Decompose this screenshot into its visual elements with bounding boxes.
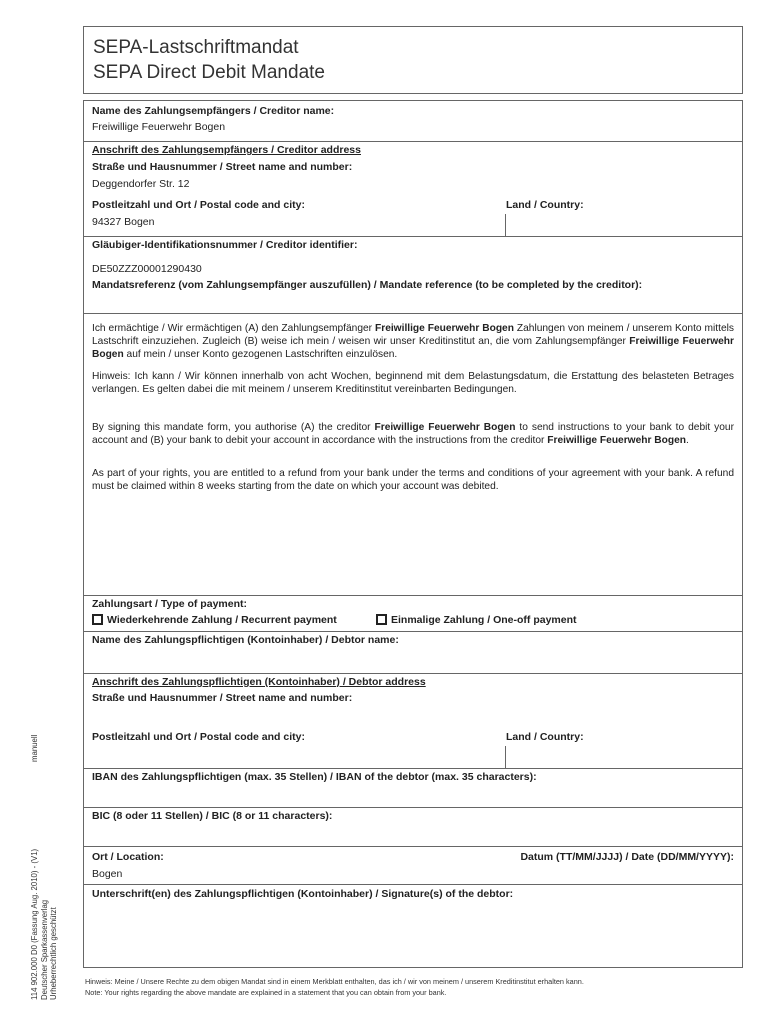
divider bbox=[84, 846, 742, 847]
title-box bbox=[83, 26, 743, 94]
divider bbox=[84, 807, 742, 808]
creditor-name-value: Freiwillige Feuerwehr Bogen bbox=[92, 121, 226, 133]
recurrent-payment-checkbox[interactable] bbox=[92, 614, 103, 625]
country-separator bbox=[505, 214, 506, 236]
divider bbox=[84, 313, 742, 314]
refund-note-english: As part of your rights, you are entitled to a refund from your bank under the terms and conditions of your agreement with your bank. A refund must be claimed within 8 weeks starting from the date on which your account was debited. bbox=[92, 468, 734, 492]
creditor-postal-value: 94327 Bogen bbox=[92, 216, 155, 228]
recurrent-payment-option[interactable]: Wiederkehrende Zahlung / Recurrent payment bbox=[92, 614, 337, 626]
divider bbox=[84, 673, 742, 674]
divider bbox=[84, 884, 742, 885]
creditor-id-value: DE50ZZZ00001290430 bbox=[92, 263, 202, 275]
title-english: SEPA Direct Debit Mandate bbox=[93, 62, 325, 83]
publisher: Deutscher Sparkassenverlag bbox=[39, 899, 49, 1000]
creditor-address-heading: Anschrift des Zahlungsempfängers / Creditor address bbox=[92, 144, 361, 156]
payment-type-label: Zahlungsart / Type of payment: bbox=[92, 598, 247, 610]
mandate-form bbox=[83, 100, 743, 968]
debtor-name-label: Name des Zahlungspflichtigen (Kontoinhaber) / Debtor name: bbox=[92, 634, 399, 646]
creditor-street-value: Deggendorfer Str. 12 bbox=[92, 178, 190, 190]
date-label: Datum (TT/MM/JJJJ) / Date (DD/MM/YYYY): bbox=[520, 851, 734, 863]
copyright: Urheberrechtlich geschützt bbox=[49, 907, 58, 1000]
divider bbox=[84, 595, 742, 596]
divider bbox=[84, 631, 742, 632]
creditor-street-label: Straße und Hausnummer / Street name and number: bbox=[92, 161, 353, 173]
mandate-reference-label: Mandatsreferenz (vom Zahlungsempfänger auszufüllen) / Mandate reference (to be completed by the creditor): bbox=[92, 279, 643, 291]
creditor-name-label: Name des Zahlungsempfängers / Creditor name: bbox=[92, 105, 335, 117]
creditor-id-label: Gläubiger-Identifikationsnummer / Creditor identifier: bbox=[92, 239, 358, 251]
form-number: 114 902.000 D0 (Fassung Aug. 2010) - (V1) bbox=[30, 848, 39, 1000]
creditor-country-label: Land / Country: bbox=[506, 199, 584, 211]
creditor-postal-label: Postleitzahl und Ort / Postal code and city: bbox=[92, 199, 305, 211]
debtor-street-label: Straße und Hausnummer / Street name and number: bbox=[92, 692, 353, 704]
signature-label: Unterschrift(en) des Zahlungspflichtigen (Kontoinhaber) / Signature(s) of the debtor: bbox=[92, 888, 514, 900]
debtor-postal-label: Postleitzahl und Ort / Postal code and city: bbox=[92, 731, 305, 743]
divider bbox=[84, 141, 742, 142]
footer-note-english: Note: Your rights regarding the above mandate are explained in a statement that you can obtain from your bank. bbox=[85, 988, 447, 997]
side-form-info bbox=[30, 849, 59, 1000]
location-label: Ort / Location: bbox=[92, 851, 164, 863]
oneoff-payment-option[interactable]: Einmalige Zahlung / One-off payment bbox=[376, 614, 577, 626]
divider bbox=[84, 236, 742, 237]
divider bbox=[84, 768, 742, 769]
refund-note-german: Hinweis: Ich kann / Wir können innerhalb von acht Wochen, beginnend mit dem Belastungsdatum, die Erstattung des belasteten Betrages verlangen. Es gelten dabei die mit meinem / unserem Kreditinstitut vereinbarten Bedingungen. bbox=[92, 371, 734, 395]
mandate-text-english: By signing this mandate form, you authorise (A) the creditor Freiwillige Feuerwehr Bogen to send instructions to your bank to debit your account and (B) your bank to debit your account in accordance with the instructions from the creditor Freiwillige Feuerwehr Bogen. bbox=[92, 422, 734, 446]
location-value: Bogen bbox=[92, 868, 123, 880]
debtor-country-label: Land / Country: bbox=[506, 731, 584, 743]
debtor-address-heading: Anschrift des Zahlungspflichtigen (Kontoinhaber) / Debtor address bbox=[92, 676, 426, 688]
side-manual: manuell bbox=[30, 734, 39, 762]
mandate-text-german: Ich ermächtige / Wir ermächtigen (A) den Zahlungsempfänger Freiwillige Feuerwehr Bogen Zahlungen von meinem / unserem Konto mittels Lastschrift einzuziehen. Zugleich (B) weise ich mein / weisen wir unser Kreditinstitut an, die vom Zahlungsempfänger Freiwillige Feuerwehr Bogen auf mein / unser Konto gezogenen Lastschriften einzulösen. bbox=[92, 323, 734, 360]
bic-label: BIC (8 oder 11 Stellen) / BIC (8 or 11 characters): bbox=[92, 810, 333, 822]
country-separator bbox=[505, 746, 506, 768]
oneoff-payment-checkbox[interactable] bbox=[376, 614, 387, 625]
iban-label: IBAN des Zahlungspflichtigen (max. 35 Stellen) / IBAN of the debtor (max. 35 characters): bbox=[92, 771, 537, 783]
footer-note-german: Hinweis: Meine / Unsere Rechte zu dem obigen Mandat sind in einem Merkblatt enthalten, das ich / wir von meinem / unserem Kreditinstitut erhalten kann. bbox=[85, 977, 584, 986]
title-german: SEPA-Lastschriftmandat bbox=[93, 37, 299, 58]
